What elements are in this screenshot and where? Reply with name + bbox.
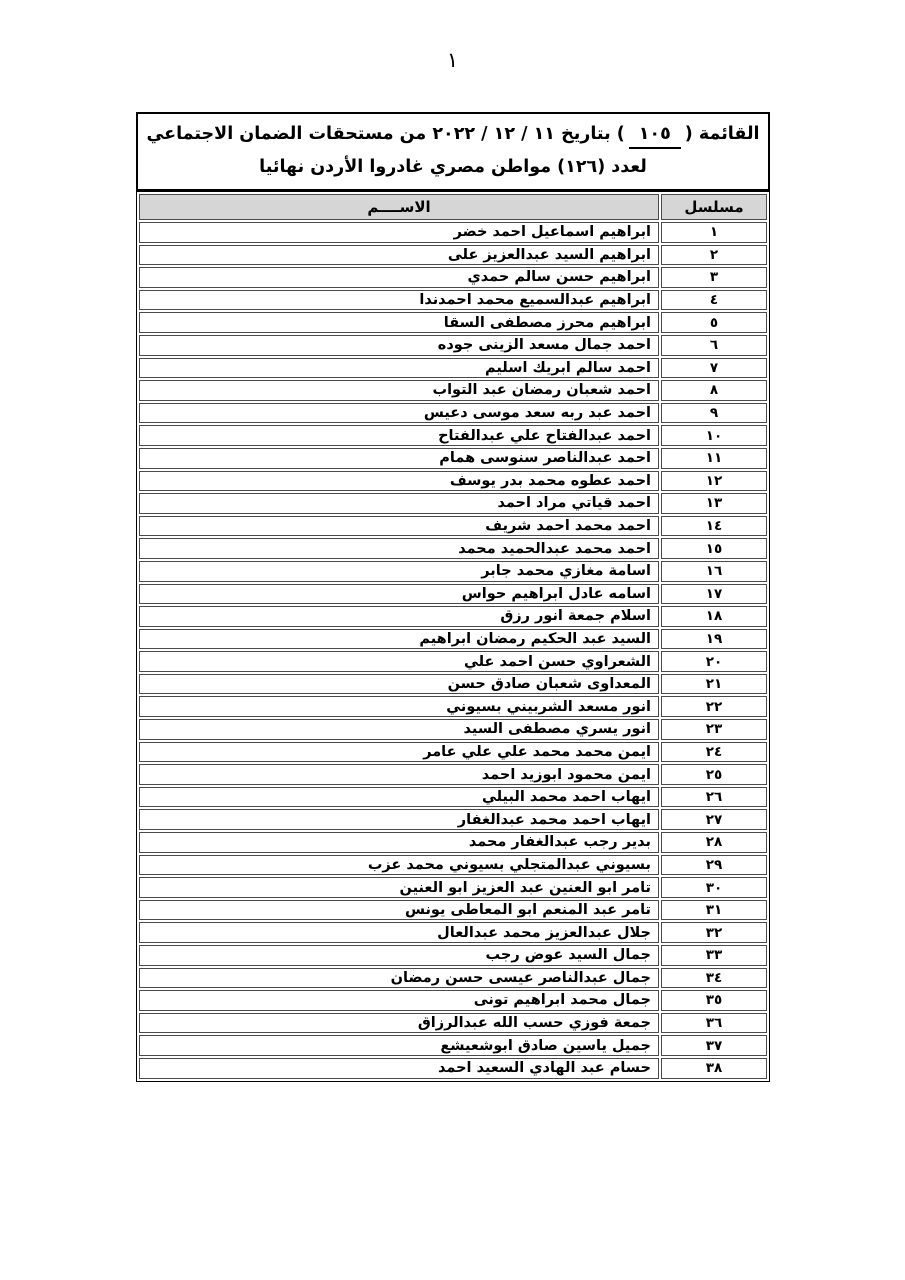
- table-row: [139, 538, 767, 559]
- serial-cell: ٩: [661, 403, 767, 424]
- table-row: [139, 968, 767, 989]
- table-row: [139, 990, 767, 1011]
- table-row: [139, 1058, 767, 1079]
- table-row: [139, 471, 767, 492]
- name-cell: ايمن محمود ابوزيد احمد: [139, 764, 659, 785]
- name-cell: احمد عبدالناصر سنوسى همام: [139, 448, 659, 469]
- serial-cell: ١٣: [661, 493, 767, 514]
- serial-cell: ١٥: [661, 538, 767, 559]
- name-cell: تامر ابو العنين عبد العزيز ابو العنين: [139, 877, 659, 898]
- name-cell: حسام عبد الهادي السعيد احمد: [139, 1058, 659, 1079]
- name-cell: جمال عبدالناصر عيسى حسن رمضان: [139, 968, 659, 989]
- table-row: [139, 1035, 767, 1056]
- name-cell: جمعة فوزي حسب الله عبدالرزاق: [139, 1013, 659, 1034]
- serial-cell: ٢٣: [661, 719, 767, 740]
- page-number: ١: [446, 48, 459, 72]
- name-cell: اسامه عادل ابراهيم حواس: [139, 584, 659, 605]
- name-cell: ابراهيم عبدالسميع محمد احمدندا: [139, 290, 659, 311]
- serial-cell: ١٩: [661, 629, 767, 650]
- serial-cell: ٨: [661, 380, 767, 401]
- name-cell: جلال عبدالعزيز محمد عبدالعال: [139, 922, 659, 943]
- table-row: [139, 651, 767, 672]
- title-line1-prefix: القائمة (: [684, 124, 760, 144]
- name-cell: احمد شعبان رمضان عبد التواب: [139, 380, 659, 401]
- serial-column-header: مسلسل: [661, 194, 767, 220]
- serial-cell: ٤: [661, 290, 767, 311]
- serial-cell: ١٧: [661, 584, 767, 605]
- table-row: [139, 945, 767, 966]
- table-row: [139, 922, 767, 943]
- serial-cell: ١٢: [661, 471, 767, 492]
- table-row: [139, 267, 767, 288]
- table-row: [139, 696, 767, 717]
- table-row: [139, 516, 767, 537]
- name-column-header: الاســــم: [139, 194, 659, 220]
- serial-cell: ٢٤: [661, 742, 767, 763]
- names-table: [136, 191, 770, 1082]
- serial-cell: ٣٧: [661, 1035, 767, 1056]
- table-row: [139, 380, 767, 401]
- table-row: [139, 425, 767, 446]
- table-row: [139, 358, 767, 379]
- table-row: [139, 335, 767, 356]
- name-cell: احمد محمد عبدالحميد محمد: [139, 538, 659, 559]
- name-cell: ايهاب احمد محمد البيلي: [139, 787, 659, 808]
- name-cell: احمد محمد احمد شريف: [139, 516, 659, 537]
- table-row: [139, 629, 767, 650]
- table-body: [139, 222, 767, 1079]
- serial-cell: ٢١: [661, 674, 767, 695]
- name-cell: تامر عبد المنعم ابو المعاطى يونس: [139, 900, 659, 921]
- table-row: [139, 493, 767, 514]
- name-cell: بسيوني عبدالمتجلي بسيوني محمد عزب: [139, 855, 659, 876]
- table-row: [139, 900, 767, 921]
- serial-cell: ٣٨: [661, 1058, 767, 1079]
- list-title-box: [136, 112, 770, 191]
- title-line1-suffix: ) بتاريخ ١١ / ١٢ / ٢٠٢٢ من مستحقات الضمان الاجتماعي: [146, 124, 625, 144]
- serial-cell: ٢٧: [661, 809, 767, 830]
- serial-cell: ٢٥: [661, 764, 767, 785]
- serial-cell: ٣٢: [661, 922, 767, 943]
- table-row: [139, 787, 767, 808]
- serial-cell: ٣٠: [661, 877, 767, 898]
- name-cell: ايمن محمد محمد علي علي عامر: [139, 742, 659, 763]
- serial-cell: ٣١: [661, 900, 767, 921]
- serial-cell: ٢٠: [661, 651, 767, 672]
- name-cell: جمال السيد عوض رجب: [139, 945, 659, 966]
- table-row: [139, 222, 767, 243]
- name-cell: ابراهيم محرز مصطفى السقا: [139, 312, 659, 333]
- name-cell: السيد عبد الحكيم رمضان ابراهيم: [139, 629, 659, 650]
- name-cell: ابراهيم السيد عبدالعزيز على: [139, 245, 659, 266]
- table-row: [139, 877, 767, 898]
- name-cell: بدير رجب عبدالغفار محمد: [139, 832, 659, 853]
- name-cell: احمد عبد ربه سعد موسى دعيس: [139, 403, 659, 424]
- table-row: [139, 584, 767, 605]
- serial-cell: ٣٣: [661, 945, 767, 966]
- table-row: [139, 674, 767, 695]
- name-cell: احمد عبدالفتاح علي عبدالفتاح: [139, 425, 659, 446]
- table-row: [139, 764, 767, 785]
- name-cell: ابراهيم حسن سالم حمدي: [139, 267, 659, 288]
- name-cell: انور يسري مصطفى السيد: [139, 719, 659, 740]
- serial-cell: ٢٨: [661, 832, 767, 853]
- table-row: [139, 719, 767, 740]
- table-row: [139, 448, 767, 469]
- name-cell: احمد سالم ابريك اسليم: [139, 358, 659, 379]
- title-line-2: لعدد (١٢٦) مواطن مصري غادروا الأردن نهائيا: [259, 157, 647, 177]
- serial-cell: ١٦: [661, 561, 767, 582]
- serial-cell: ١٤: [661, 516, 767, 537]
- serial-cell: ١: [661, 222, 767, 243]
- serial-cell: ٢: [661, 245, 767, 266]
- serial-cell: ٣: [661, 267, 767, 288]
- name-cell: احمد قياتي مراد احمد: [139, 493, 659, 514]
- table-row: [139, 742, 767, 763]
- name-cell: اسلام جمعة انور رزق: [139, 606, 659, 627]
- name-cell: المعداوى شعبان صادق حسن: [139, 674, 659, 695]
- serial-cell: ٥: [661, 312, 767, 333]
- name-cell: جميل ياسين صادق ابوشعيشع: [139, 1035, 659, 1056]
- table-row: [139, 855, 767, 876]
- table-row: [139, 290, 767, 311]
- serial-cell: ٣٥: [661, 990, 767, 1011]
- serial-cell: ٦: [661, 335, 767, 356]
- table-row: [139, 245, 767, 266]
- name-cell: اسامة مغازي محمد جابر: [139, 561, 659, 582]
- title-line-1: [146, 118, 760, 151]
- serial-cell: ١١: [661, 448, 767, 469]
- table-header-row: [139, 194, 767, 220]
- name-cell: احمد عطوه محمد بدر يوسف: [139, 471, 659, 492]
- serial-cell: ٧: [661, 358, 767, 379]
- name-cell: ابراهيم اسماعيل احمد خضر: [139, 222, 659, 243]
- serial-cell: ٢٩: [661, 855, 767, 876]
- table-row: [139, 606, 767, 627]
- name-cell: ايهاب احمد محمد عبدالغفار: [139, 809, 659, 830]
- name-cell: انور مسعد الشربيني بسيوني: [139, 696, 659, 717]
- serial-cell: ١٨: [661, 606, 767, 627]
- table-row: [139, 403, 767, 424]
- serial-cell: ٣٤: [661, 968, 767, 989]
- serial-cell: ٢٢: [661, 696, 767, 717]
- serial-cell: ٣٦: [661, 1013, 767, 1034]
- serial-cell: ٢٦: [661, 787, 767, 808]
- list-document: [136, 112, 770, 1082]
- table-row: [139, 832, 767, 853]
- name-cell: احمد جمال مسعد الزينى جوده: [139, 335, 659, 356]
- name-cell: جمال محمد ابراهيم تونى: [139, 990, 659, 1011]
- list-number-underlined: ١٠٥: [629, 121, 681, 149]
- serial-cell: ١٠: [661, 425, 767, 446]
- name-cell: الشعراوي حسن احمد علي: [139, 651, 659, 672]
- table-row: [139, 1013, 767, 1034]
- table-row: [139, 809, 767, 830]
- table-row: [139, 312, 767, 333]
- table-row: [139, 561, 767, 582]
